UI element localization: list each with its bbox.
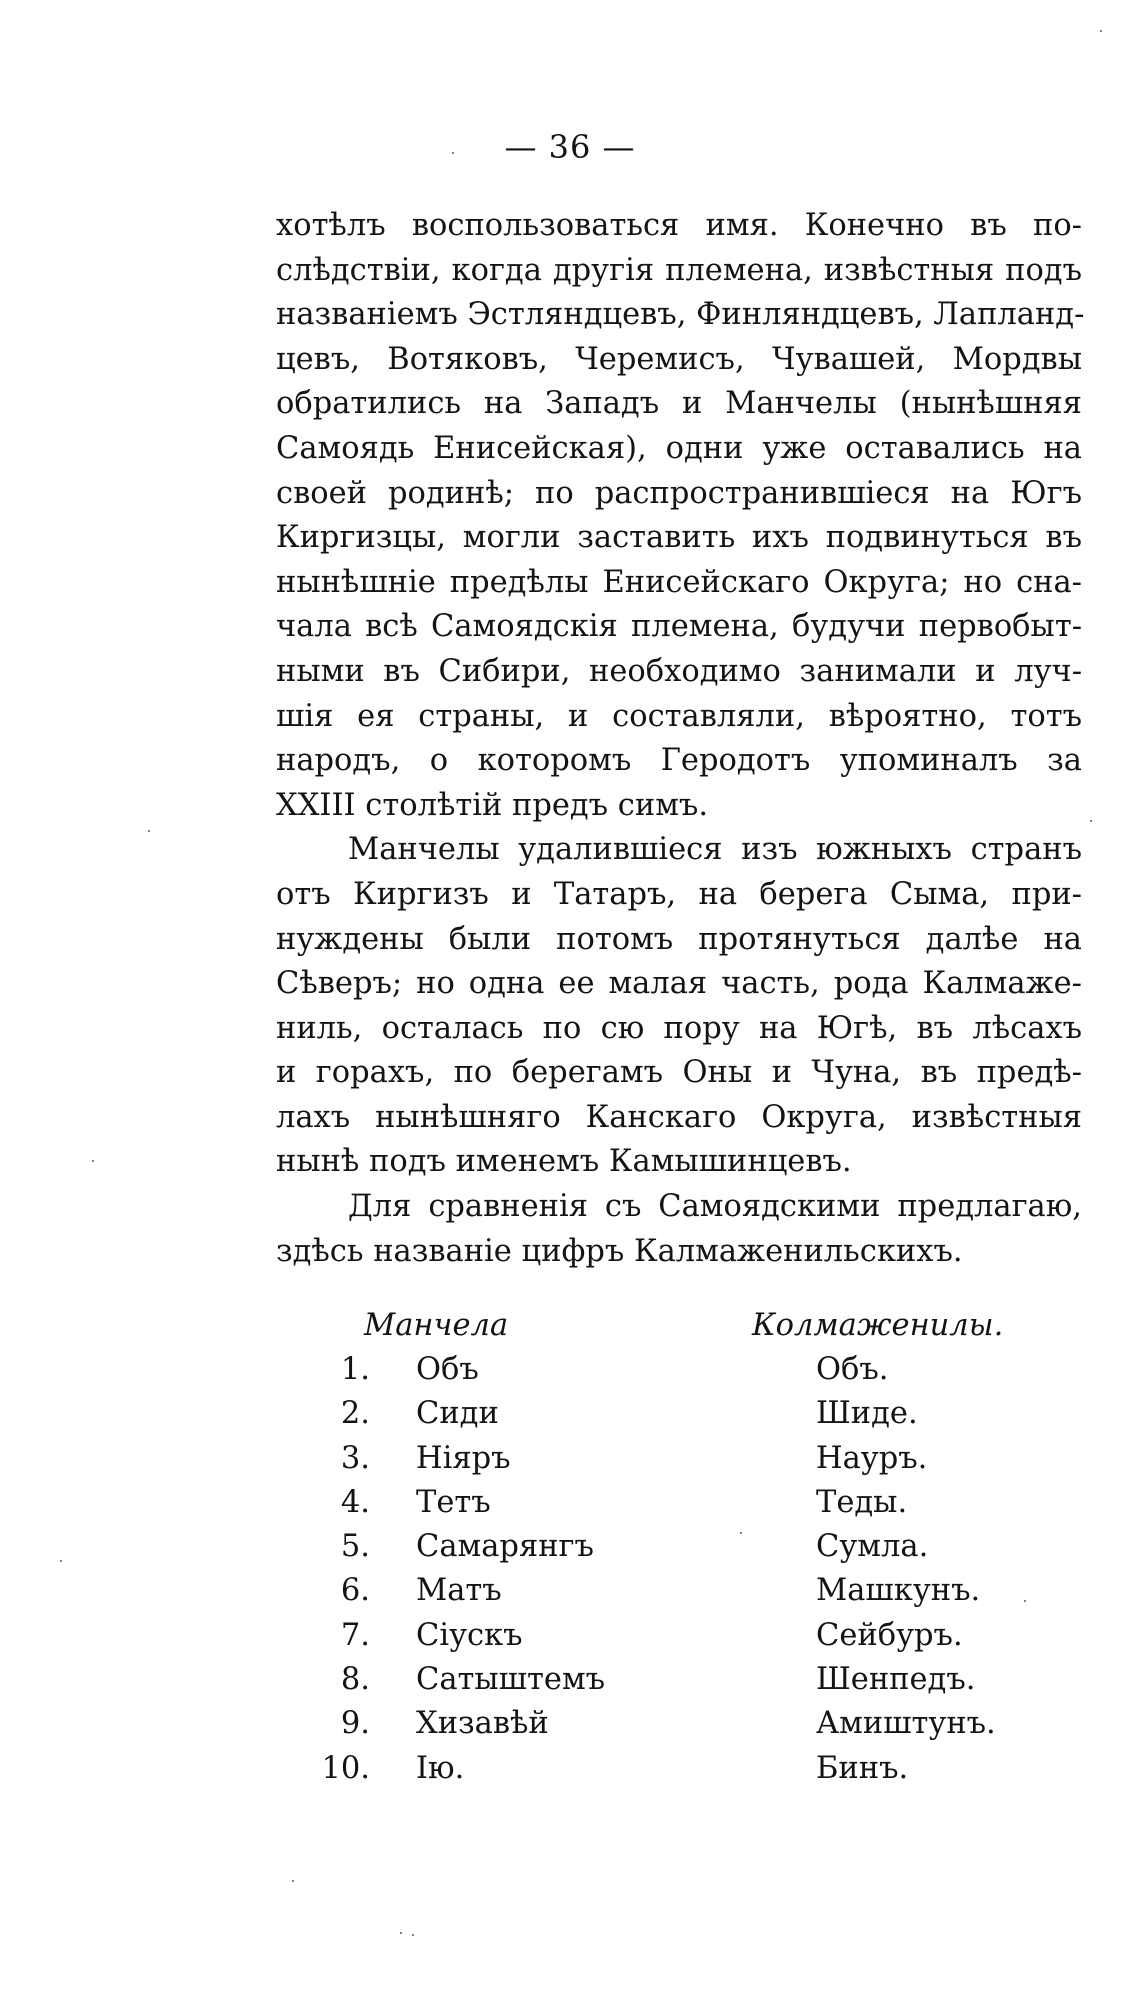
numerals-table: [276, 1308, 1082, 1795]
column-header-manchela: Манчела: [364, 1308, 509, 1343]
scan-speck: [400, 1932, 402, 1934]
row-number: 8.: [340, 1662, 370, 1698]
row-number: 4.: [340, 1484, 370, 1520]
text-line: слѣдствіи, когда другія племена, извѣстныя подъ: [276, 252, 1082, 288]
row-number: 2.: [340, 1396, 370, 1432]
page-number: — 36 —: [504, 128, 636, 166]
kolmazhenily-word: Сумла.: [816, 1529, 929, 1565]
scan-speck: [148, 830, 150, 832]
manchela-word: Объ: [416, 1352, 479, 1387]
manchela-word: Тетъ: [416, 1484, 491, 1520]
text-line: ными въ Сибири, необходимо занимали и луч-: [276, 653, 1082, 689]
table-row: [276, 1441, 1082, 1485]
text-line: ниль, осталась по сю пору на Югѣ, въ лѣсахъ: [276, 1010, 1082, 1046]
kolmazhenily-word: Сейбуръ.: [816, 1617, 963, 1653]
table-row: [276, 1618, 1082, 1662]
manchela-word: Ію.: [416, 1750, 465, 1786]
row-number: 10.: [321, 1750, 370, 1786]
row-number: 5.: [340, 1529, 370, 1565]
text-line: обратились на Западъ и Манчелы (нынѣшняя: [276, 386, 1082, 422]
text-line: нуждены были потомъ протянуться далѣе на: [276, 921, 1082, 957]
scan-speck: [92, 1160, 94, 1162]
table-row: [276, 1529, 1082, 1573]
kolmazhenily-word: Амиштунъ.: [816, 1706, 996, 1742]
text-line: чала всѣ Самоядскія племена, будучи первобыт-: [276, 609, 1082, 645]
text-line: народъ, о которомъ Геродотъ упоминалъ за: [276, 743, 1082, 779]
table-row: [276, 1352, 1082, 1396]
text-line: своей родинѣ; по распространившіеся на Югъ: [276, 475, 1082, 511]
manchela-word: Ніяръ: [416, 1440, 511, 1476]
text-line: Для сравненія съ Самоядскими предлагаю,: [348, 1189, 1082, 1225]
kolmazhenily-word: Науръ.: [816, 1440, 928, 1476]
kolmazhenily-word: Объ.: [816, 1352, 889, 1387]
scan-speck: [452, 152, 454, 154]
row-number: 3.: [340, 1440, 370, 1476]
paragraph-2: [276, 828, 1082, 1185]
text-line: нынѣшніе предѣлы Енисейскаго Округа; но сна-: [276, 564, 1082, 600]
text-line: цевъ, Вотяковъ, Черемисъ, Чувашей, Мордвы: [276, 341, 1082, 377]
paragraph-3: [276, 1185, 1082, 1274]
scan-speck: [60, 1560, 62, 1562]
table-row: [276, 1485, 1082, 1529]
text-line: Манчелы удалившіеся изъ южныхъ странъ: [348, 832, 1082, 868]
row-number: 9.: [340, 1706, 370, 1742]
manchela-word: Сиди: [416, 1396, 499, 1432]
manchela-word: Сіускъ: [416, 1617, 523, 1653]
text-line: отъ Киргизъ и Татаръ, на берега Сыма, при-: [276, 876, 1082, 912]
kolmazhenily-word: Бинъ.: [816, 1750, 909, 1786]
row-number: 7.: [340, 1617, 370, 1653]
text-line: и горахъ, по берегамъ Оны и Чуна, въ предѣ-: [276, 1055, 1082, 1091]
manchela-word: Сатыштемъ: [416, 1662, 606, 1698]
manchela-word: Матъ: [416, 1573, 502, 1609]
kolmazhenily-word: Шиде.: [816, 1396, 918, 1432]
table-rows: [276, 1352, 1082, 1795]
text-line: нынѣ подъ именемъ Камышинцевъ.: [276, 1144, 852, 1180]
scan-speck: [1024, 1600, 1026, 1602]
text-line: XXIII столѣтій предъ симъ.: [276, 787, 709, 823]
table-row: [276, 1662, 1082, 1706]
row-number: 6.: [340, 1573, 370, 1609]
text-line: хотѣлъ воспользоваться имя. Конечно въ по-: [276, 208, 1082, 243]
table-row: [276, 1573, 1082, 1617]
body-text: [276, 204, 1085, 1274]
text-line: Самоядь Енисейская), одни уже оставались на: [276, 430, 1082, 466]
kolmazhenily-word: Машкунъ.: [816, 1573, 981, 1609]
column-header-kolmazhenily: Колмаженилы.: [752, 1308, 1004, 1343]
table-row: [276, 1396, 1082, 1440]
manchela-word: Хизавѣй: [416, 1706, 549, 1742]
table-row: [276, 1751, 1082, 1795]
text-line: Сѣверъ; но одна ее малая часть, рода Калмаже-: [276, 966, 1082, 1002]
manchela-word: Самарянгъ: [416, 1529, 594, 1565]
paragraph-1: [276, 204, 1085, 828]
text-line: Киргизцы, могли заставить ихъ подвинуться въ: [276, 520, 1082, 556]
text-line: шія ея страны, и составляли, вѣроятно, тотъ: [276, 698, 1082, 734]
text-line: здѣсь названіе цифръ Калмаженильскихъ.: [276, 1233, 963, 1269]
row-number: 1.: [340, 1352, 370, 1387]
text-line: лахъ нынѣшняго Канскаго Округа, извѣстныя: [276, 1099, 1082, 1135]
scan-speck: [1090, 820, 1092, 822]
text-line: названіемъ Эстляндцевъ, Финляндцевъ, Лапланд-: [276, 297, 1085, 333]
scan-speck: [412, 1934, 414, 1936]
scan-speck: [1100, 30, 1102, 32]
table-row: [276, 1706, 1082, 1750]
kolmazhenily-word: Шенпедъ.: [816, 1662, 976, 1698]
kolmazhenily-word: Теды.: [816, 1484, 908, 1520]
scan-speck: [740, 1532, 742, 1534]
scan-speck: [292, 1880, 294, 1882]
table-header: [276, 1308, 1082, 1352]
